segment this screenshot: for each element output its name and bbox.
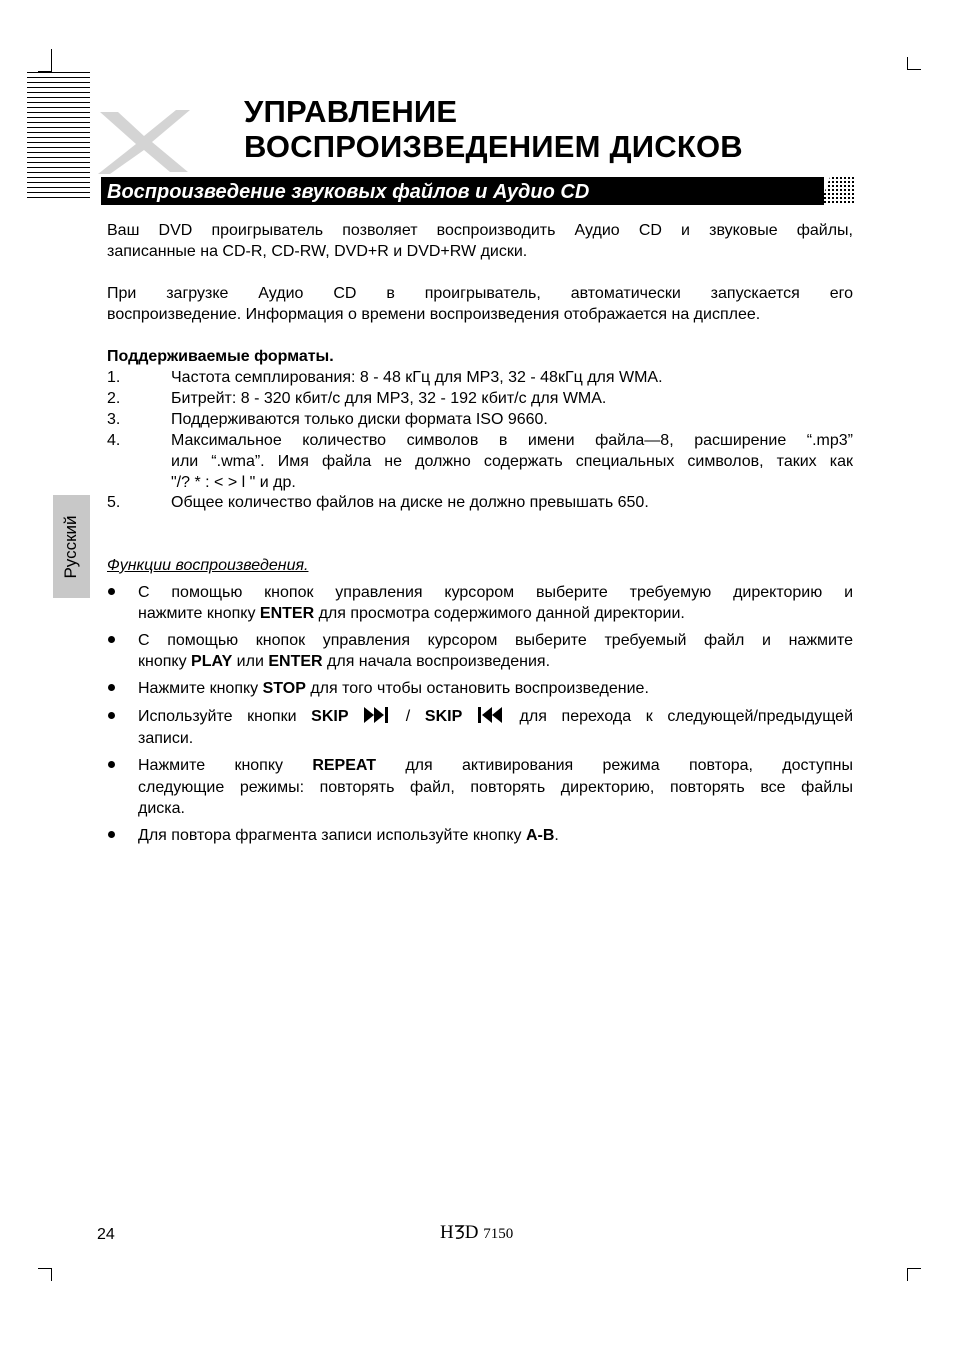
crop-mark-top-left-v xyxy=(51,49,52,71)
bullet-text: диска. xyxy=(138,800,185,817)
bullet-text: С помощью кнопок управления курсором выберите требуемую директорию и xyxy=(138,584,853,601)
bullet-dot xyxy=(108,684,115,691)
list-number: 2. xyxy=(107,390,121,407)
bullet-dot xyxy=(108,636,115,643)
list-number: 3. xyxy=(107,411,121,428)
bullet-text: Нажмите кнопку REPEAT для активирования режима повтора, доступны xyxy=(138,757,854,774)
list-item-text: Битрейт: 8 - 320 кбит/с для MP3, 32 - 192 кбит/с для WMA. xyxy=(171,390,607,407)
page-title xyxy=(244,94,743,164)
key-label: A-B xyxy=(525,827,555,844)
list-item-text: Максимальное количество символов в имени файла—8, расширение “.mp3” xyxy=(171,432,853,449)
key-label: ENTER xyxy=(259,605,315,622)
bullet-text: нажмите кнопку ENTER для просмотра содержимого данной директории. xyxy=(138,605,685,622)
list-number: 4. xyxy=(107,432,121,449)
dot-pattern-decoration xyxy=(820,177,856,205)
crop-mark-top-right-h xyxy=(907,69,921,70)
key-label: ENTER xyxy=(268,653,323,670)
bullet-text: следующие режимы: повторять файл, повторять директорию, повторять все файлы xyxy=(138,779,853,796)
crop-mark-bottom-right-h xyxy=(907,1268,921,1269)
key-label: STOP xyxy=(262,680,306,697)
bullet-dot xyxy=(108,831,115,838)
bullet-text: Нажмите кнопку STOP для того чтобы остановить воспроизведение. xyxy=(138,680,649,697)
intro-paragraph-1-line-1: Ваш DVD проигрыватель позволяет воспроизводить Аудио CD и звуковые файлы, xyxy=(107,222,853,239)
key-label: PLAY xyxy=(191,653,233,670)
key-label: REPEAT xyxy=(312,757,377,774)
intro-paragraph-1-line-2: записанные на CD-R, CD-RW, DVD+R и DVD+RW диски. xyxy=(107,243,528,260)
functions-heading: Функции воспроизведения. xyxy=(107,557,309,574)
model-name: H D 7150 xyxy=(440,1222,514,1243)
intro-paragraph-2-line-2: воспроизведение. Информация о времени воспроизведения отображается на дисплее. xyxy=(107,306,761,323)
list-item-text: Поддерживаются только диски формата ISO 9660. xyxy=(171,411,548,428)
bullet-text: Для повтора фрагмента записи используйте кнопку A-B. xyxy=(138,827,559,844)
bullet-text: кнопку PLAY или ENTER для начала воспроизведения. xyxy=(138,653,551,670)
bullet-text: записи. xyxy=(138,730,194,747)
bullet-dot xyxy=(108,588,115,595)
list-item-text: или “.wma”. Имя файла не должно содержать специальных символов, таких как xyxy=(171,453,853,470)
section-heading: Воспроизведение звуковых файлов и Аудио CD xyxy=(107,181,590,203)
key-label: SKIP xyxy=(311,708,349,725)
crop-mark-bottom-left-v xyxy=(51,1268,52,1281)
title-line-2: ВОСПРОИЗВЕДЕНИЕМ ДИСКОВ xyxy=(244,129,743,164)
skip-back-icon xyxy=(477,706,505,724)
list-item-text: "/? * : < > l " и др. xyxy=(171,474,296,491)
x-logo-icon xyxy=(96,106,196,178)
formats-heading: Поддерживаемые форматы. xyxy=(107,348,334,365)
crop-mark-bottom-left-h xyxy=(38,1268,52,1269)
bullet-text: Используйте кнопки SKIP / SKIP для перехода к следующей/предыдущей xyxy=(138,708,854,725)
key-label: SKIP xyxy=(424,708,463,725)
intro-paragraph-2-line-1: При загрузке Аудио CD в проигрыватель, автоматически запускается его xyxy=(107,285,853,302)
stylized-3-icon xyxy=(454,1224,465,1240)
page-number: 24 xyxy=(97,1226,115,1243)
list-item-text: Общее количество файлов на диске не должно превышать 650. xyxy=(171,494,649,511)
bullet-text: С помощью кнопок управления курсором выберите требуемый файл и нажмите xyxy=(138,632,853,649)
title-line-1: УПРАВЛЕНИЕ xyxy=(244,94,458,129)
crop-mark-bottom-right-v xyxy=(907,1268,908,1281)
list-number: 5. xyxy=(107,494,121,511)
list-item-text: Частота семплирования: 8 - 48 кГц для MP3, 32 - 48кГц для WMA. xyxy=(171,369,663,386)
bullet-dot xyxy=(108,712,115,719)
list-number: 1. xyxy=(107,369,121,386)
header-stripes xyxy=(27,72,90,199)
language-tab-label: Русский xyxy=(61,515,80,579)
bullet-dot xyxy=(108,761,115,768)
skip-forward-icon xyxy=(363,706,391,724)
